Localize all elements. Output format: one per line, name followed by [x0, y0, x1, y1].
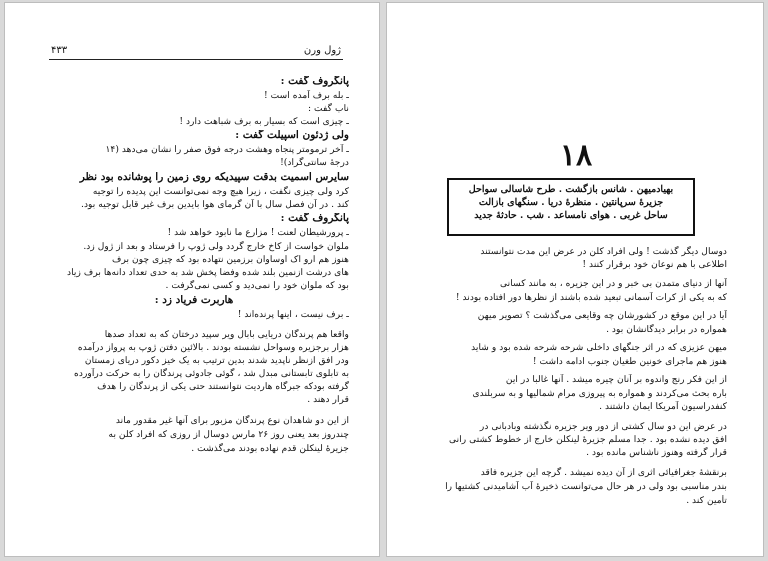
- text-line: میهن عزیزی که در اثر جنگهای داخلی شرحه شرحه شده بود و شاید: [471, 342, 727, 353]
- summary-line: بهیادمیهن . شانس بازگشت . طرح شاسالی سواحل: [468, 184, 674, 195]
- text-line: هاربرت فریاد زد :: [154, 295, 234, 306]
- text-line: که به یکی از کرات آسمانی تبعید شده باشند از نظرها دور افتاده بودند !: [455, 292, 727, 303]
- text-line: ـ بله برف آمده است !: [263, 90, 349, 101]
- text-line: گرفته بودکه جبرگاه هاردیت نتوانستند حتی یکی از پرندگان را هدف: [97, 381, 349, 392]
- text-line: جزیرهٔ لینکلن قدم نهاده بودند می‌گذشت .: [191, 443, 349, 454]
- running-title: ژول ورن: [303, 45, 341, 56]
- text-line: بود که ملوان خود را نمی‌دید و کسی نمی‌گرفت .: [165, 280, 349, 291]
- text-line: پانگروف گفت :: [280, 76, 349, 87]
- text-line: در عرض این دو سال کشتی از دور ویر جزیره نگذشته وبادبانی در: [479, 421, 727, 432]
- text-line: هزار برجزیره وسواحل نشسته بودند . بالائین دفتن ژوپ به پرواز درآمده: [77, 342, 349, 353]
- text-line: باره بحث می‌کردند و همواره به پیروزی مرام شمالیها و به سربلندی: [472, 388, 727, 399]
- text-line: قرار دهند .: [307, 394, 349, 405]
- text-line: هنوز هم ارو اک او‌ساوان برزمین نتهاده بود که چیزی چون برف: [111, 254, 349, 265]
- text-line: بندر مناسبی بود ولی در هر حال می‌توانست ذخیرهٔ آب آشامیدنی کشتیها را: [445, 481, 727, 492]
- text-line: هنوز هم ماجرای خونین طغیان جنوب ادامه داشت !: [532, 356, 727, 367]
- text-line: قرار گرفته وهنوز ناشناس مانده بود .: [586, 447, 727, 458]
- text-line: از این فکر رنج واندوه بر آنان چیره میشد . آنها غالبا در این: [505, 374, 727, 385]
- running-header: [49, 45, 343, 60]
- text-line: کنفدراسیون آمریکا ایمان داشتند .: [599, 401, 727, 412]
- text-line: ـ پرورشیطان لعنت ! مزارع ما نابود خواهد شد !: [167, 227, 349, 238]
- text-line: ناب گفت :: [308, 103, 349, 114]
- text-line: واقعا هم پرندگان دریایی بابال ویر سپید درختان که به تعداد صدها: [104, 329, 349, 340]
- summary-line: ساحل غربی . هوای نامساعد . شب . حادثهٔ جدید: [474, 210, 668, 221]
- text-line: کند . در آن فصل سال با آن گرمای هوا بایدین برف غیر قابل توجیه بود.: [81, 199, 349, 210]
- text-line: ـ برف نیست ، اینها پرنده‌اند !: [237, 309, 349, 320]
- text-line: ولی ژدئون اسپیلت گفت :: [235, 130, 349, 141]
- left-page: [4, 2, 380, 557]
- chapter-number: ۱۸: [559, 138, 593, 173]
- text-line: از این دو شاهدان نوع پرندگان مزبور برای آنها غیر مقدور ماند: [115, 415, 349, 426]
- text-line: برنقشهٔ جغرافیائی اثری از آن دیده نمیشد . گرچه این جزیره فاقد: [480, 467, 727, 478]
- text-line: کرد ولی چیزی نگفت ، زیرا هیچ وجه نمی‌توانست این پدیده را توجیه: [92, 186, 349, 197]
- chapter-summary-box: [447, 178, 695, 236]
- text-line: درجهٔ سانتی‌گراد)!: [280, 157, 349, 168]
- text-line: چندروز بعد یعنی روز ۲۶ مارس دوسال از روزی که افراد کلن به: [108, 429, 349, 440]
- text-line: ملوان خواست از کاخ خارج گردد ولی ژوپ را فرستاد و بعد از ژول زد.: [83, 241, 349, 252]
- text-line: سایرس اسمیت بدقت سپیدیکه روی زمین را پوشانده بود نظر: [79, 172, 349, 183]
- text-line: آنها از دنیای متمدن بی خبر و در این جزیره ، به مانند کسانی: [500, 278, 727, 289]
- text-line: ـ آخر ترمومتر پنجاه وهشت درجه فوق صفر را نشان می‌دهد (۱۴: [105, 144, 349, 155]
- text-line: تأمین کند .: [686, 495, 727, 506]
- text-line: پانگروف گفت :: [280, 213, 349, 224]
- text-line: همواره در برابر دیدگانشان بود .: [606, 324, 727, 335]
- text-line: ـ چیزی است که بسیار به برف شباهت دارد !: [179, 116, 349, 127]
- text-line: به تابلوی تابستانی مبدل شد ، گوئی جادوئی پرندگان را به حرکت درآورده: [74, 368, 349, 379]
- text-line: آیا در این موقع در کشورشان چه وقایعی می‌گذشت ؟ تصویر میهن: [477, 310, 727, 321]
- right-page: [386, 2, 764, 557]
- text-line: ودر افق ازنظر ناپدید شدند بدین ترتیب به یک خیز دکور دریای زمستان: [84, 355, 349, 366]
- text-line: دوسال دیگر گذشت ! ولی افراد کلن در عرض این مدت نتوانستند: [480, 246, 727, 257]
- text-line: های درشت ازنمین بلند شده وفضا پخش شد به حدی تعداد دانه‌ها برف زیاد: [67, 267, 349, 278]
- page-number: ۴۳۳: [51, 45, 68, 56]
- text-line: افق دیده نشده بود . جدا مسلم جزیرهٔ لینکلن خارج از خطوط کشتی رانی: [448, 434, 727, 445]
- summary-line: جزیرهٔ سرپانتین . منظرهٔ دریا . سنگهای بازالت: [478, 197, 664, 208]
- text-line: اطلاعی با هم نوعان خود برقرار کنند !: [582, 259, 727, 270]
